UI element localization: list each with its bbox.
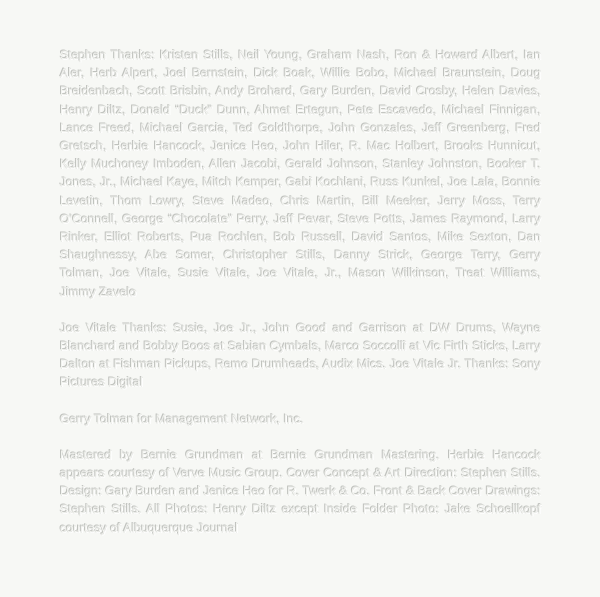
management-paragraph: Gerry Tolman for Management Network, Inc. bbox=[60, 411, 304, 426]
credits-paragraph: Mastered by Bernie Grundman at Bernie Grundman Mastering. Herbie Hancock appears courtesy of Verve Music Group. Cover Concept & Art Direction: Stephen Stills. Design: Gary Burden and Jenice Heo for R. Twerk & Co. Front & Back Cover Drawings: Stephen Stills. All Photos: Henry Diltz except Inside Folder Photo: Jake Schoellkopf courtesy of Albuquerque Journal bbox=[60, 447, 541, 535]
stephen-thanks-paragraph: Stephen Thanks: Kristen Stills, Neil Young, Graham Nash, Ron & Howard Albert, Ian Aler, Herb Alpert, Joel Bernstein, Dick Boak, Willie Bobo, Michael Braunstein, Doug Breidenbach, Scott Brisbin, Andy Brohard, Gary Burden, David Crosby, Helen Davies, Henry Diltz, Donald “Duck” Dunn, Ahmet Ertegun, Pete Escavedo, Michael Finnigan, Lance Freed, Michael Garcia, Ted Goldthorpe, John Gonzales, Jeff Greenberg, Fred Gretsch, Herbie Hancock, Jenice Heo, John Hiler, R. Mac Holbert, Brooks Hunnicut, Kelly Muchoney Imboden, Allen Jacobi, Gerald Johnson, Stanley Johnston, Booker T. Jones, Jr., Michael Kaye, Mitch Kemper, Gabi Kochlani, Russ Kunkel, Joe Lala, Bonnie Levetin, Thom Lowry, Steve Madeo, Chris Martin, Bill Meeker, Jerry Moss, Terry O’Connell, George “Chocolate” Perry, Jeff Pevar, Steve Potts, James Raymond, Larry Rinker, Elliot Roberts, Pua Rochlen, Bob Russell, David Santos, Mike Sexton, Dan Shaughnessy, Abe Somer, Christopher Stills, Danny Strick, George Terry, Gerry Tolman, Joe Vitale, Susie Vitale, Joe Vitale, Jr., Mason Wilkinson, Treat Williams, Jimmy Zavelo bbox=[60, 48, 541, 299]
joe-vitale-thanks-paragraph: Joe Vitale Thanks: Susie, Joe Jr., John Good and Garrison at DW Drums, Wayne Blanchard and Bobby Boos at Sabian Cymbals, Marco Soccolli at Vic Firth Sticks, Larry Dalton at Fishman Pickups, Remo Drumheads, Audix Mics. Joe Vitale Jr. Thanks: Sony Pictures Digital bbox=[60, 320, 541, 390]
liner-notes-text bbox=[60, 46, 541, 537]
